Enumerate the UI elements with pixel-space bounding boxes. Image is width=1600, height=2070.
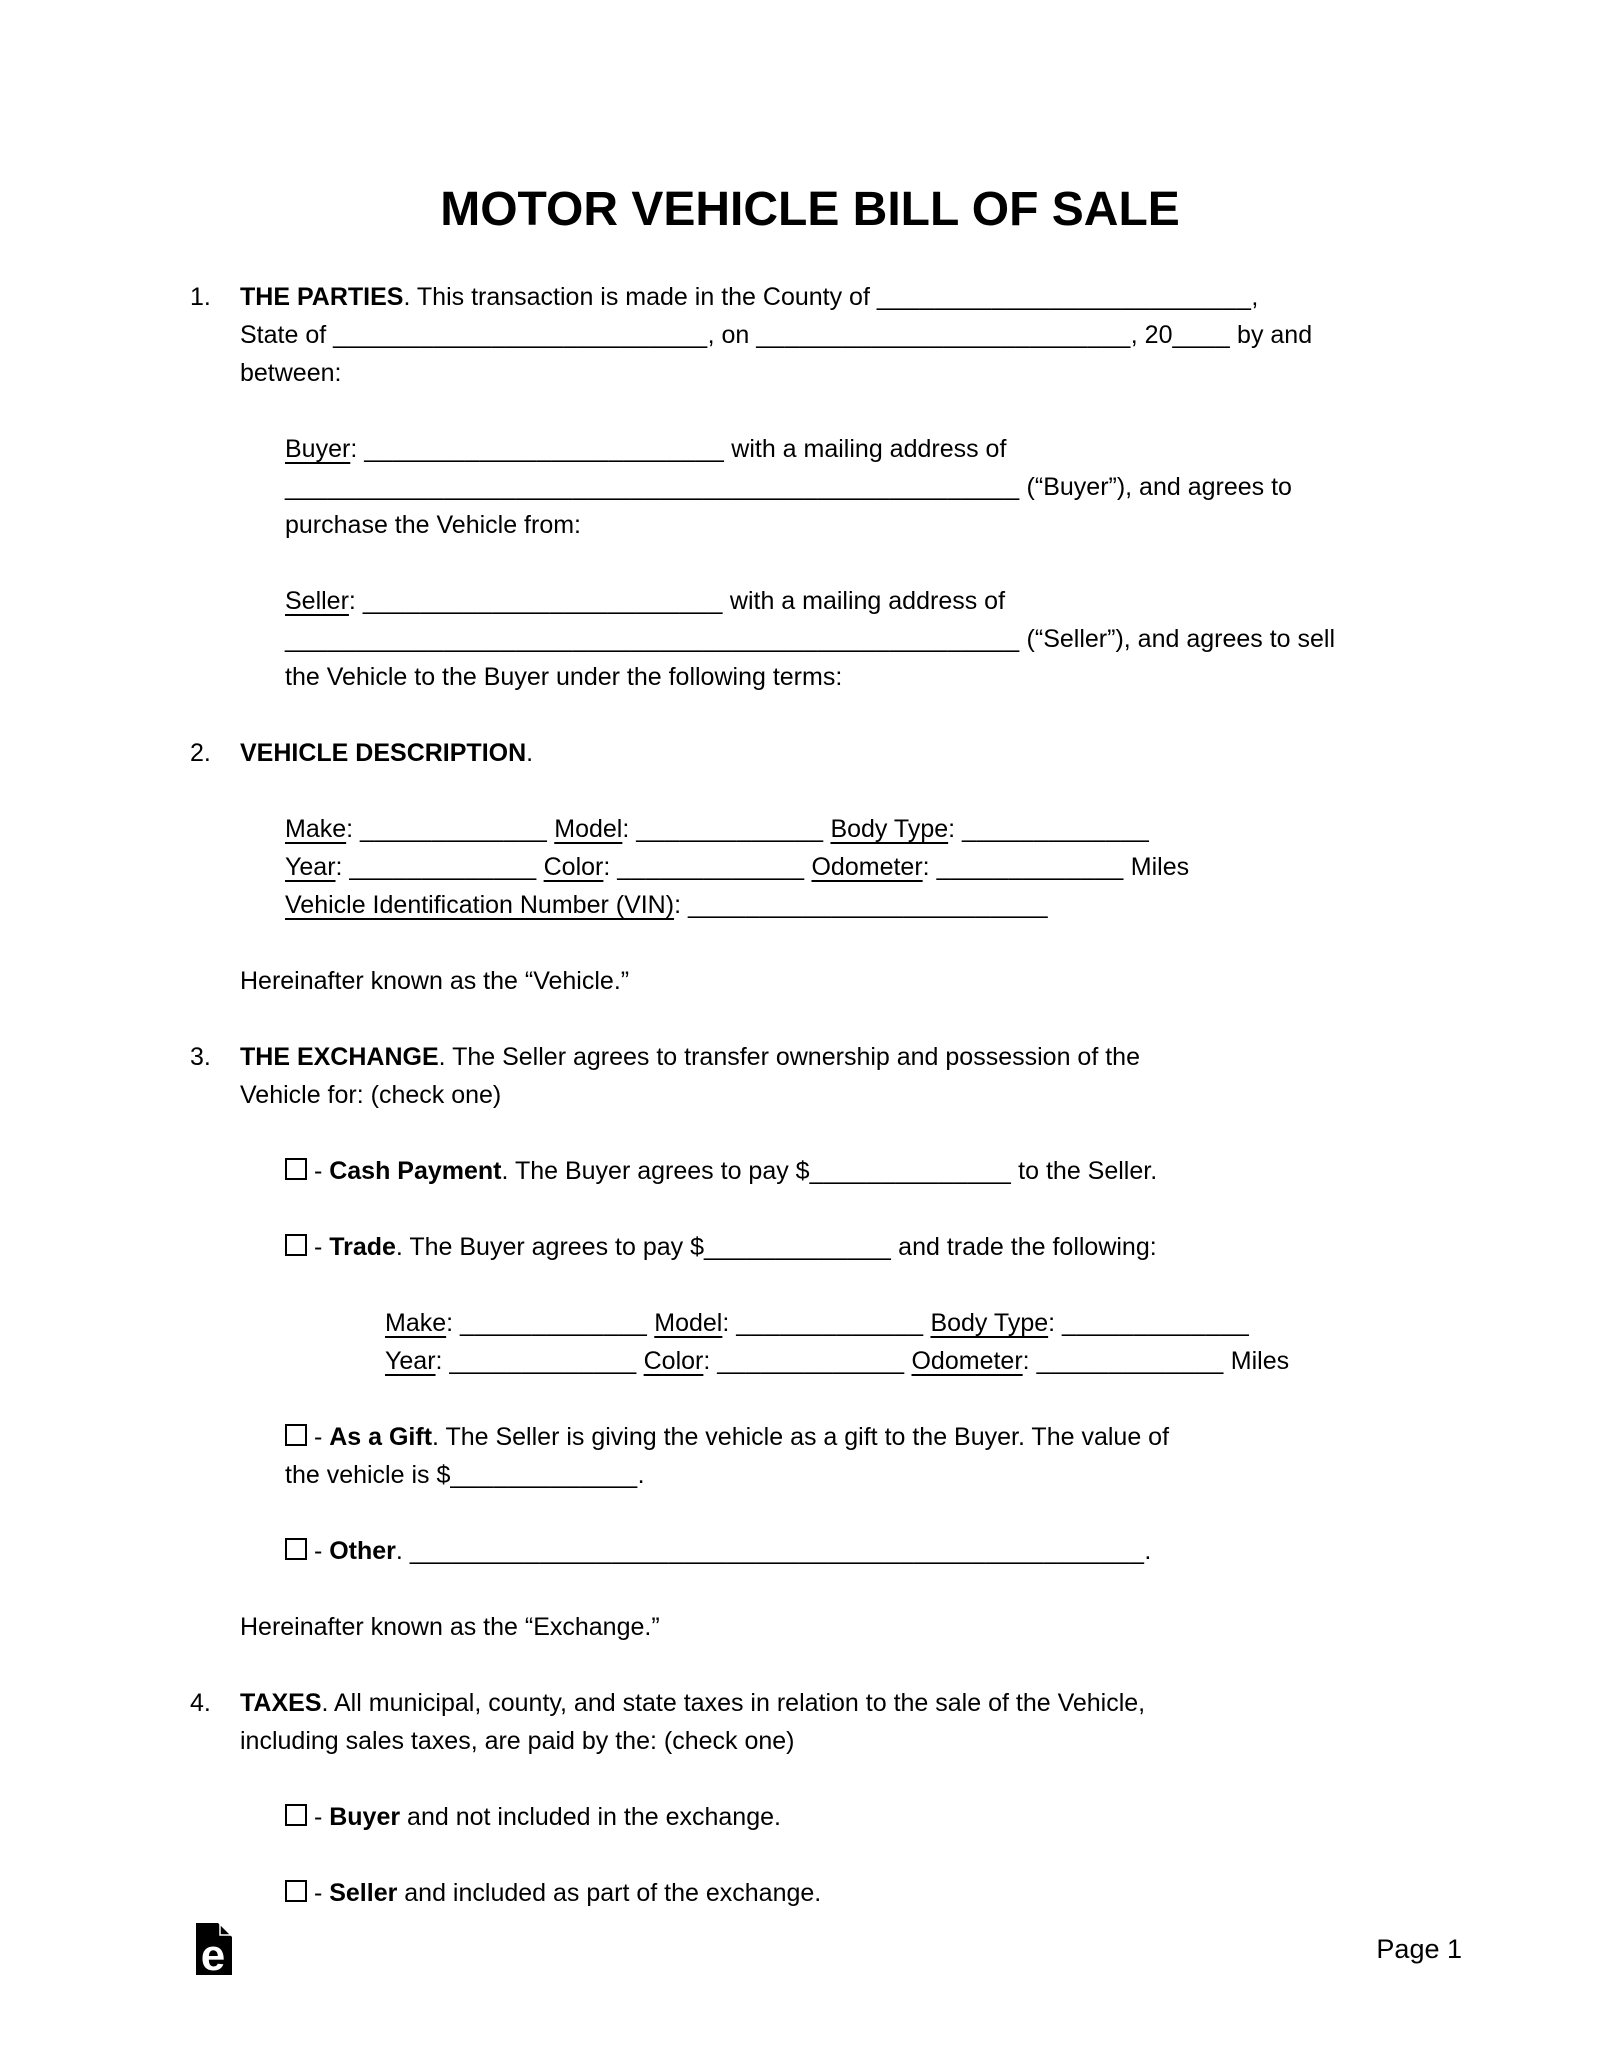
vehicle-fields	[285, 810, 1430, 924]
text-run: . The Seller is giving the vehicle as a gift to the Buyer. The value of	[432, 1423, 1170, 1451]
text-run: Seller	[329, 1879, 398, 1907]
text-run: Color	[643, 1347, 704, 1375]
blank-trade-body-type[interactable]: _____________	[1062, 1309, 1250, 1337]
text-run: , on	[707, 321, 757, 349]
option-cash-payment	[285, 1152, 1430, 1190]
text-run: TAXES	[240, 1689, 322, 1717]
page-number: Page 1	[1376, 1934, 1462, 1964]
seller-paragraph-line-1	[285, 582, 1430, 620]
blank-vin[interactable]: _________________________	[687, 891, 1049, 919]
option-taxes-seller	[285, 1874, 1430, 1912]
blank-odometer[interactable]: _____________	[936, 853, 1124, 881]
text-run: ,	[1251, 283, 1259, 311]
buyer-paragraph	[285, 430, 1430, 544]
vehicle-hereinafter-line-1	[240, 962, 1430, 1000]
text-run: :	[922, 853, 937, 881]
text-run: State of	[240, 321, 334, 349]
text-run: :	[446, 1309, 461, 1337]
blank-year-short[interactable]: ____	[1172, 321, 1231, 349]
text-run: and trade the following:	[891, 1233, 1157, 1261]
text-run: :	[603, 853, 618, 881]
section-taxes-line-1	[240, 1684, 1430, 1722]
vehicle-fields-line-3	[285, 886, 1430, 924]
blank-state[interactable]: __________________________	[333, 321, 708, 349]
text-run: Model	[554, 815, 623, 843]
text-run: Odometer	[811, 853, 923, 881]
blank-buyer-address[interactable]: ___________________________________________________	[285, 473, 1020, 501]
text-run: the vehicle is $	[285, 1461, 451, 1489]
blank-seller-name[interactable]: _________________________	[362, 587, 723, 615]
text-run: -	[307, 1233, 330, 1261]
text-run: .	[637, 1461, 645, 1489]
text-run: -	[307, 1879, 330, 1907]
option-taxes-buyer	[285, 1798, 1430, 1836]
seller-paragraph-line-3	[285, 658, 1430, 696]
section-the-parties-line-3	[240, 354, 1430, 392]
option-taxes-buyer-line-1	[285, 1798, 1430, 1836]
section-taxes-number: 4.	[190, 1689, 211, 1717]
text-run: Miles	[1123, 853, 1190, 881]
blank-gift-value[interactable]: _____________	[450, 1461, 638, 1489]
text-run: :	[1048, 1309, 1063, 1337]
checkbox-other[interactable]	[285, 1538, 307, 1560]
seller-paragraph	[285, 582, 1430, 696]
text-run: :	[722, 1309, 737, 1337]
text-run: and included as part of the exchange.	[397, 1879, 822, 1907]
text-run: Vehicle for: (check one)	[240, 1081, 502, 1109]
text-run: :	[674, 891, 688, 919]
text-run: , 20	[1130, 321, 1173, 349]
text-run: Other	[329, 1537, 396, 1565]
section-the-parties-number: 1.	[190, 283, 211, 311]
section-the-exchange-line-1	[240, 1038, 1430, 1076]
text-run: with a mailing address of	[724, 435, 1007, 463]
text-run: including sales taxes, are paid by the: (check one)	[240, 1727, 795, 1755]
option-other-line-1	[285, 1532, 1430, 1570]
text-run: . All municipal, county, and state taxes in relation to the sale of the Vehicle,	[321, 1689, 1146, 1717]
option-as-a-gift-line-2	[285, 1456, 1430, 1494]
page-footer	[196, 1922, 1462, 1976]
text-run: to the Seller.	[1011, 1157, 1158, 1185]
section-vehicle-description-line-1	[240, 734, 1430, 772]
blank-model[interactable]: _____________	[636, 815, 824, 843]
blank-color[interactable]: _____________	[617, 853, 805, 881]
vehicle-hereinafter	[240, 962, 1430, 1000]
checkbox-taxes-seller[interactable]	[285, 1880, 307, 1902]
text-run: Make	[385, 1309, 447, 1337]
text-run: with a mailing address of	[722, 587, 1006, 615]
section-vehicle-description	[190, 734, 1430, 772]
text-run: Seller	[285, 587, 349, 615]
text-run: :	[1022, 1347, 1037, 1375]
text-run: :	[346, 815, 361, 843]
text-run: :	[350, 435, 365, 463]
option-as-a-gift-line-1	[285, 1418, 1430, 1456]
option-other	[285, 1532, 1430, 1570]
text-run: .	[1144, 1537, 1152, 1565]
text-run: :	[435, 1347, 450, 1375]
text-run: Hereinafter known as the “Vehicle.”	[240, 967, 630, 995]
logo-letter: e	[200, 1931, 226, 1975]
section-the-parties	[190, 278, 1430, 392]
text-run: :	[622, 815, 637, 843]
text-run: Hereinafter known as the “Exchange.”	[240, 1613, 660, 1641]
text-run: . The Seller agrees to transfer ownership and possession of the	[438, 1043, 1140, 1071]
text-run: VEHICLE DESCRIPTION	[240, 739, 527, 767]
section-the-parties-line-1	[240, 278, 1430, 316]
text-run: .	[526, 739, 534, 767]
trade-vehicle-fields-line-2	[385, 1342, 1430, 1380]
text-run: THE PARTIES	[240, 283, 404, 311]
text-run: Trade	[329, 1233, 396, 1261]
text-run: purchase the Vehicle from:	[285, 511, 581, 539]
blank-other-description[interactable]: ___________________________________________________	[409, 1537, 1145, 1565]
text-run: :	[348, 587, 363, 615]
blank-trade-color[interactable]: _____________	[717, 1347, 905, 1375]
option-taxes-seller-line-1	[285, 1874, 1430, 1912]
eforms-logo	[196, 1923, 232, 1975]
option-as-a-gift	[285, 1418, 1430, 1494]
text-run: Make	[285, 815, 347, 843]
text-run: -	[307, 1157, 330, 1185]
text-run: the Vehicle to the Buyer under the following terms:	[285, 663, 843, 691]
checkbox-taxes-buyer[interactable]	[285, 1804, 307, 1826]
text-run: (“Buyer”), and agrees to	[1019, 473, 1292, 501]
trade-vehicle-fields	[385, 1304, 1430, 1380]
text-run: Body Type	[830, 815, 949, 843]
text-run: (“Seller”), and agrees to sell	[1019, 625, 1336, 653]
blank-buyer-name[interactable]: _________________________	[364, 435, 725, 463]
blank-make[interactable]: _____________	[360, 815, 548, 843]
text-run	[537, 853, 544, 881]
section-the-exchange-line-2	[240, 1076, 1430, 1114]
document-fold-icon	[196, 1923, 232, 1975]
text-run: -	[307, 1423, 330, 1451]
blank-seller-address[interactable]: ___________________________________________________	[285, 625, 1020, 653]
blank-trade-odometer[interactable]: _____________	[1036, 1347, 1224, 1375]
vehicle-fields-line-2	[285, 848, 1430, 886]
text-run: :	[703, 1347, 718, 1375]
text-run: Odometer	[911, 1347, 1023, 1375]
blank-trade-amount[interactable]: _____________	[703, 1233, 892, 1261]
section-vehicle-description-number: 2.	[190, 739, 211, 767]
exchange-hereinafter-line-1	[240, 1608, 1430, 1646]
text-run: by and	[1230, 321, 1313, 349]
seller-paragraph-line-2	[285, 620, 1430, 658]
buyer-paragraph-line-3	[285, 506, 1430, 544]
text-run: Model	[654, 1309, 723, 1337]
text-run: As a Gift	[329, 1423, 433, 1451]
section-taxes	[190, 1684, 1430, 1760]
checkbox-cash-payment[interactable]	[285, 1158, 307, 1180]
section-the-exchange-number: 3.	[190, 1043, 211, 1071]
text-run: THE EXCHANGE	[240, 1043, 439, 1071]
text-run: -	[307, 1537, 330, 1565]
text-run: .	[395, 1537, 410, 1565]
text-run: Buyer	[285, 435, 351, 463]
page-title: MOTOR VEHICLE BILL OF SALE	[440, 183, 1180, 236]
checkbox-as-a-gift[interactable]	[285, 1424, 307, 1446]
text-run: Year	[385, 1347, 436, 1375]
section-taxes-line-2	[240, 1722, 1430, 1760]
section-the-parties-line-2	[240, 316, 1430, 354]
option-cash-payment-line-1	[285, 1152, 1430, 1190]
option-trade	[285, 1228, 1430, 1266]
blank-trade-year[interactable]: _____________	[449, 1347, 637, 1375]
blank-body-type[interactable]: _____________	[962, 815, 1150, 843]
text-run: . The Buyer agrees to pay $	[501, 1157, 810, 1185]
checkbox-trade[interactable]	[285, 1234, 307, 1256]
text-run: Cash Payment	[329, 1157, 502, 1185]
buyer-paragraph-line-1	[285, 430, 1430, 468]
text-run: Year	[285, 853, 336, 881]
trade-vehicle-fields-line-1	[385, 1304, 1430, 1342]
exchange-hereinafter	[240, 1608, 1430, 1646]
blank-date[interactable]: __________________________	[756, 321, 1131, 349]
blank-cash-amount[interactable]: ______________	[809, 1157, 1012, 1185]
text-run: and not included in the exchange.	[400, 1803, 781, 1831]
text-run: Buyer	[329, 1803, 401, 1831]
text-run: . The Buyer agrees to pay $	[395, 1233, 704, 1261]
text-run: -	[307, 1803, 330, 1831]
blank-vehicle-year[interactable]: _____________	[349, 853, 537, 881]
document-body	[190, 278, 1430, 1912]
blank-trade-model[interactable]: _____________	[736, 1309, 924, 1337]
vehicle-fields-line-1	[285, 810, 1430, 848]
section-the-exchange	[190, 1038, 1430, 1114]
blank-county[interactable]: __________________________	[876, 283, 1252, 311]
text-run: :	[948, 815, 963, 843]
text-run: Body Type	[930, 1309, 1049, 1337]
buyer-paragraph-line-2	[285, 468, 1430, 506]
text-run: :	[335, 853, 350, 881]
text-run: Miles	[1223, 1347, 1290, 1375]
text-run: Vehicle Identification Number (VIN)	[285, 891, 675, 919]
option-trade-line-1	[285, 1228, 1430, 1266]
text-run	[637, 1347, 644, 1375]
blank-trade-make[interactable]: _____________	[460, 1309, 648, 1337]
text-run: Color	[543, 853, 604, 881]
text-run: . This transaction is made in the County of	[403, 283, 877, 311]
text-run: between:	[240, 359, 342, 387]
